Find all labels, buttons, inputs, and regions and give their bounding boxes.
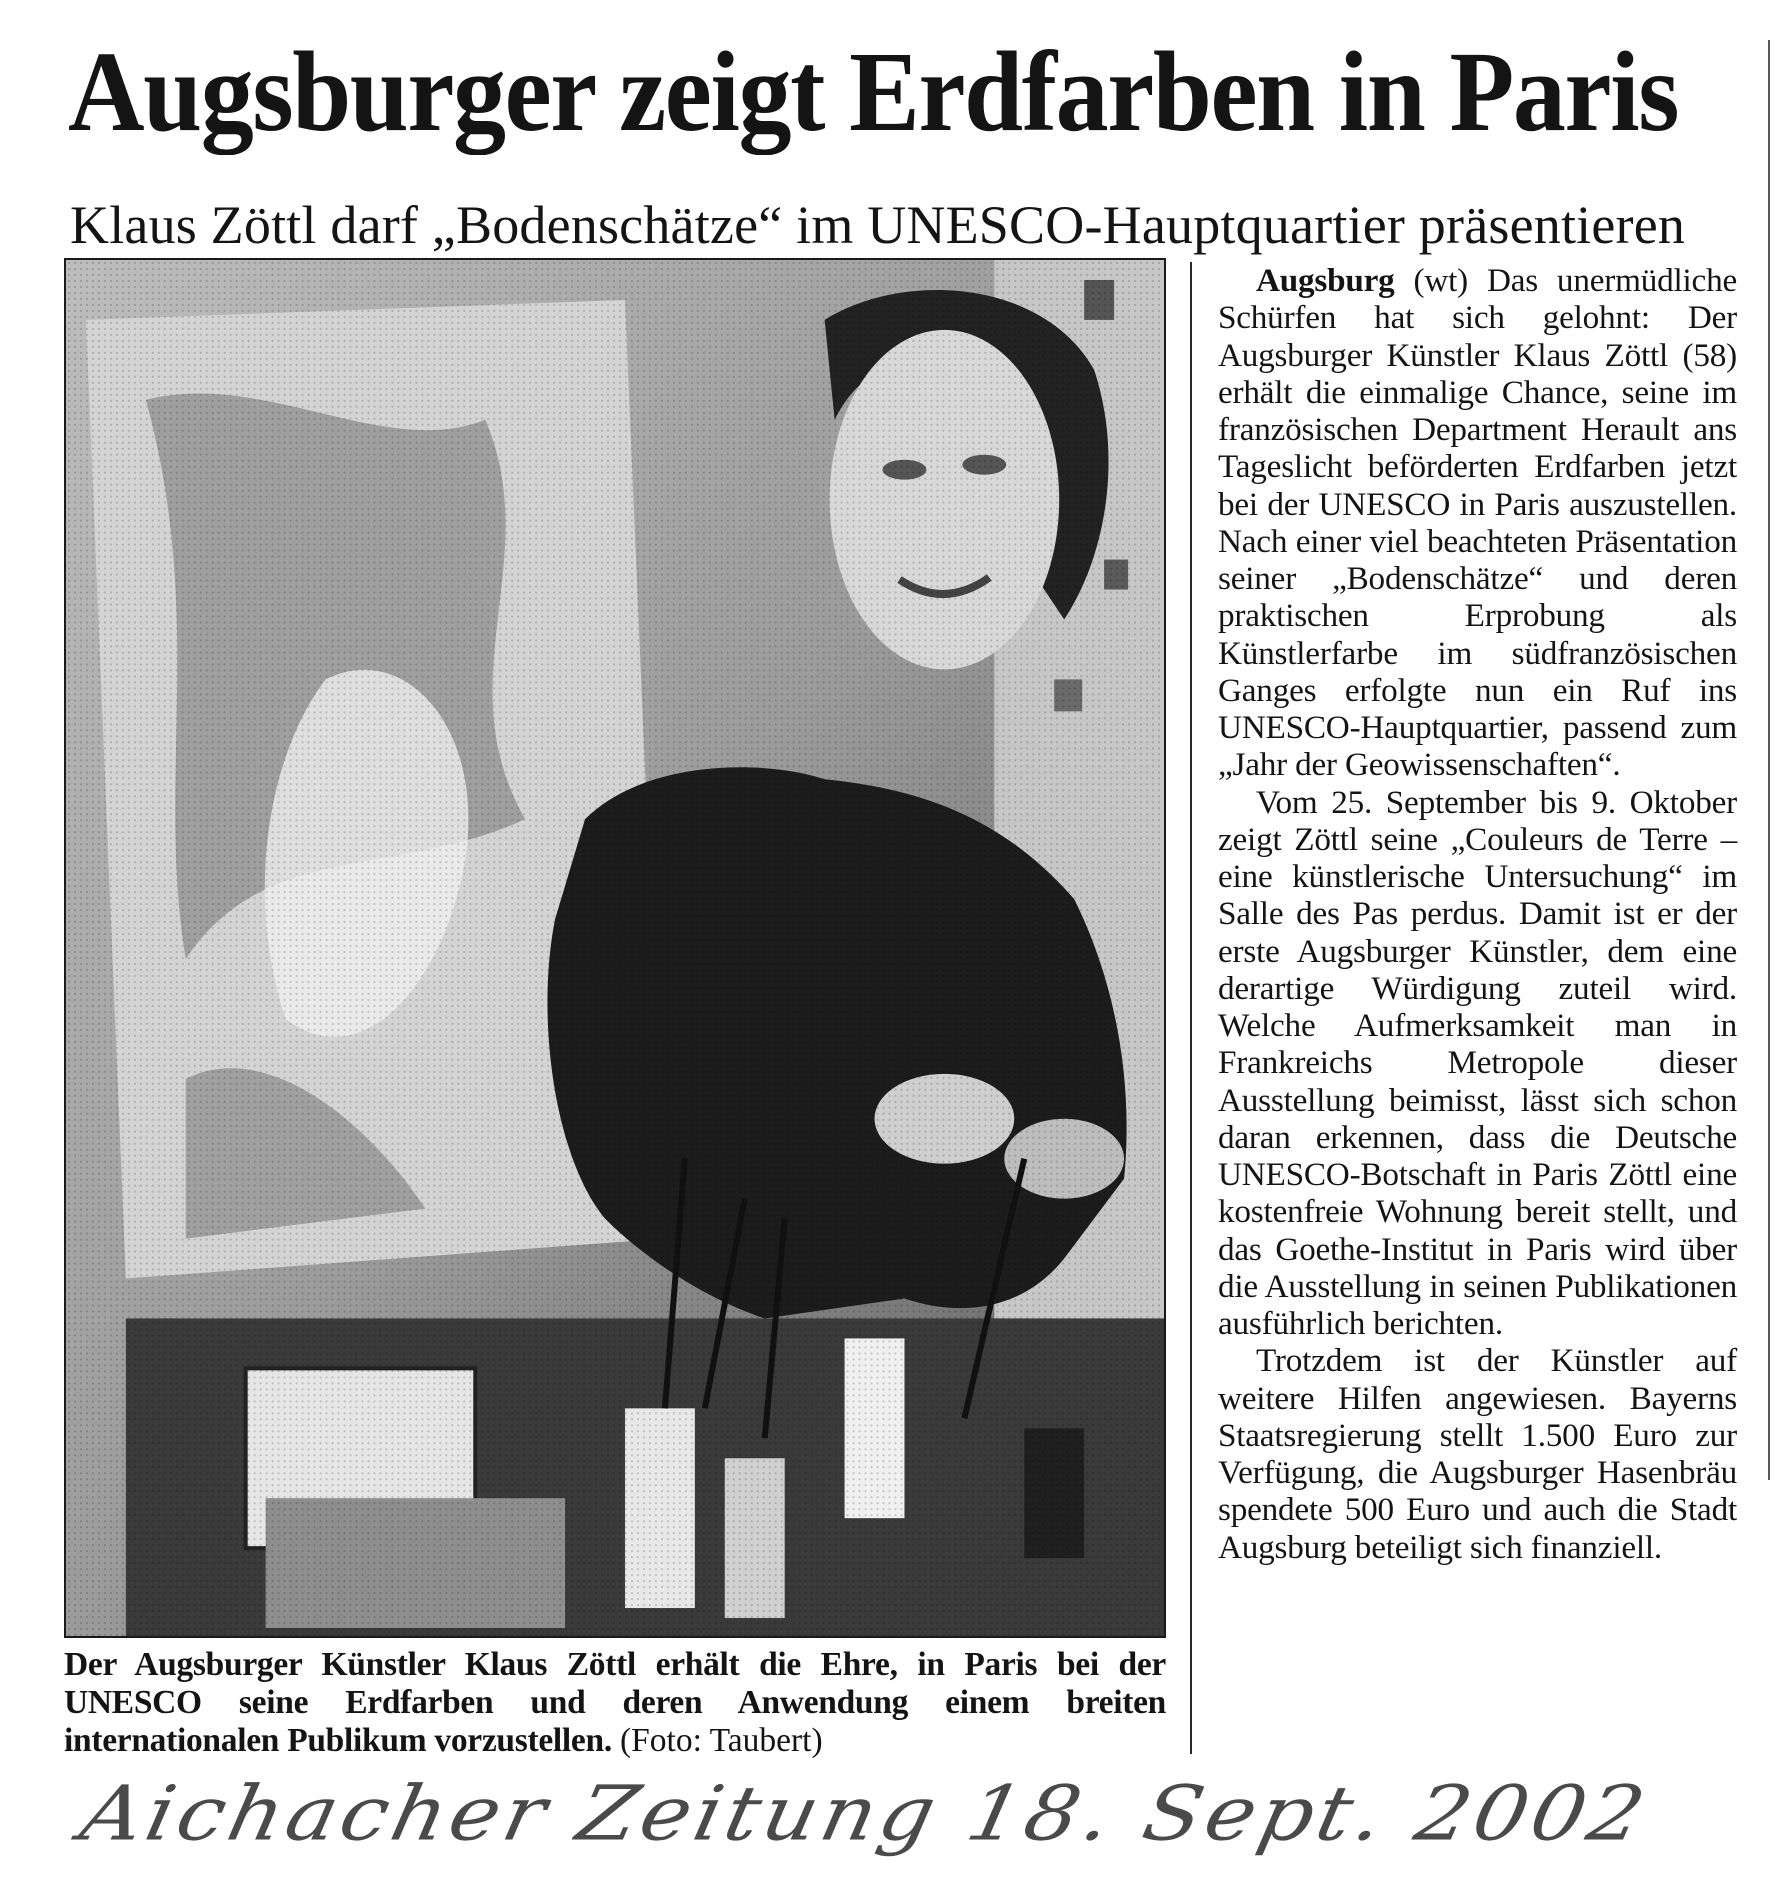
photo-illustration (66, 260, 1164, 1636)
paragraph-1-text: (wt) Das unermüdliche Schürfen hat sich gelohnt: Der Augsburger Künstler Klaus Zöttl (58) erhält die einmalige Chance, seine im französischen Department Herault ans Tageslicht beförderten Erdfarben jetzt bei der UNESCO in Paris auszustellen. Nach einer viel beachteten Präsentation seiner „Bodenschätze“ und deren praktischen Erprobung als Künstlerfarbe im südfranzösischen Ganges erfolgte nun ein Ruf ins UNESCO-Hauptquartier, passend zum „Jahr der Geowissenschaften“. (1218, 262, 1737, 784)
article-paragraph (1218, 262, 1737, 784)
clipping-edge (1768, 40, 1770, 1480)
handwritten-source-note: Aichacher Zeitung 18. Sept. 2002 (73, 1769, 1657, 1858)
article-paragraph: Trotzdem ist der Künstler auf weitere Hilfen angewiesen. Bayerns Staatsregierung stellt 1.500 Euro zur Verfügung, die Augsburger Hasenbräu spendete 500 Euro und auch die Stadt Augsburg beteiligt sich finanziell. (1218, 1342, 1737, 1566)
subheadline: Klaus Zöttl darf „Bodenschätze“ im UNESCO-Hauptquartier präsentieren (70, 195, 1686, 255)
caption-text: Der Augsburger Künstler Klaus Zöttl erhält die Ehre, in Paris bei der UNESCO seine Erdfarben und deren Anwendung einem breiten internationalen Publikum vorzustellen. (64, 1646, 1166, 1759)
photo-credit: (Foto: Taubert) (619, 1722, 823, 1759)
article-paragraph: Vom 25. September bis 9. Oktober zeigt Zöttl seine „Couleurs de Terre – eine künstlerische Untersuchung“ im Salle des Pas perdus. Damit ist er der erste Augsburger Künstler, dem eine derartige Würdigung zuteil wird. Welche Aufmerksamkeit man in Frankreichs Metropole dieser Ausstellung beimisst, lässt sich schon daran erkennen, dass die Deutsche UNESCO-Botschaft in Paris Zöttl eine kostenfreie Wohnung bereit stellt, und das Goethe-Institut in Paris wird über die Ausstellung in seinen Publikationen ausführlich berichten. (1218, 783, 1737, 1342)
dateline: Augsburg (1256, 262, 1395, 299)
photo-caption (64, 1646, 1166, 1760)
column-divider (1190, 262, 1192, 1754)
artist-photo (64, 258, 1166, 1638)
article-body (1218, 262, 1737, 1566)
headline: Augsburger zeigt Erdfarben in Paris (68, 28, 1679, 155)
